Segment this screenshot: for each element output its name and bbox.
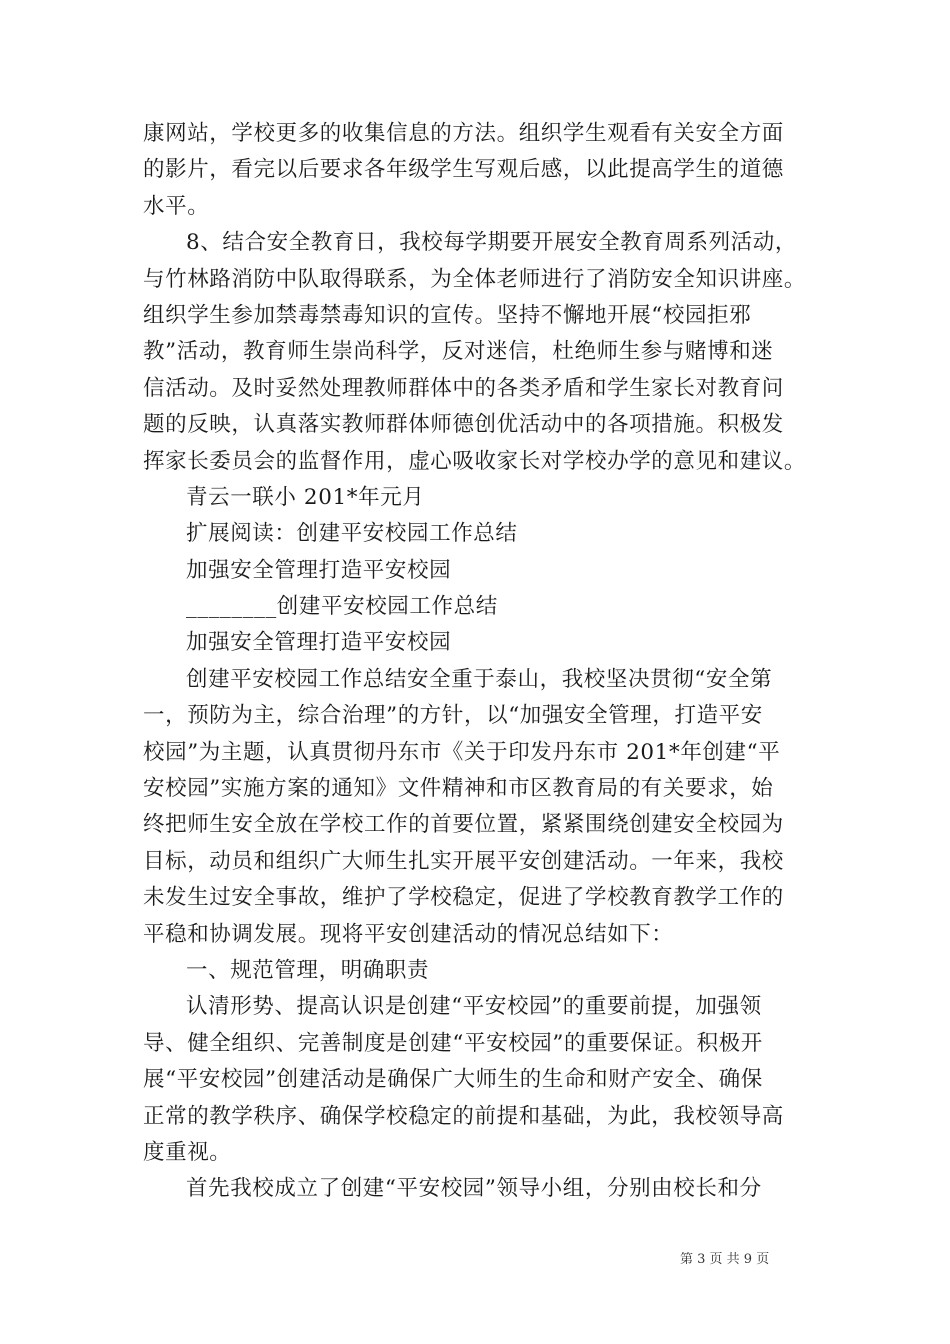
text-line: 水平。 bbox=[143, 193, 210, 219]
document-body bbox=[143, 116, 807, 1208]
text-line: 展“平安校园”创建活动是确保广大师生的生命和财产安全、确保 bbox=[143, 1067, 763, 1093]
text-line: 导、健全组织、完善制度是创建“平安校园”的重要保证。积极开 bbox=[143, 1030, 763, 1056]
text-line: 首先我校成立了创建“平安校园”领导小组，分别由校长和分 bbox=[186, 1176, 762, 1202]
extended-reading-heading: 扩展阅读：创建平安校园工作总结 bbox=[186, 521, 518, 547]
text-line: 8、结合安全教育日，我校每学期要开展安全教育周系列活动， bbox=[186, 230, 797, 256]
text-line: 康网站，学校更多的收集信息的方法。组织学生观看有关安全方面 bbox=[143, 121, 784, 146]
title-line: ________创建平安校园工作总结 bbox=[186, 594, 498, 620]
page-indicator: 第 3 页 共 9 页 bbox=[680, 1252, 770, 1267]
section-heading: 一、规范管理，明确职责 bbox=[186, 957, 430, 983]
text-line: 信活动。及时妥然处理教师群体中的各类矛盾和学生家长对教育问 bbox=[143, 375, 784, 401]
text-line: 教”活动，教育师生崇尚科学，反对迷信，杜绝师生参与赌博和迷 bbox=[143, 339, 774, 365]
text-line: 组织学生参加禁毒禁毒知识的宣传。坚持不懈地开展“校园拒邪 bbox=[143, 302, 752, 328]
text-line: 认清形势、提高认识是创建“平安校园”的重要前提，加强领 bbox=[186, 994, 762, 1020]
text-line: 与竹林路消防中队取得联系，为全体老师进行了消防安全知识讲座。 bbox=[143, 266, 807, 292]
text-line: 一，预防为主，综合治理”的方针，以“加强安全管理，打造平安 bbox=[143, 703, 763, 729]
text-line: 创建平安校园工作总结安全重于泰山，我校坚决贯彻“安全第 bbox=[186, 666, 773, 692]
text-line: 题的反映，认真落实教师群体师德创优活动中的各项措施。积极发 bbox=[143, 412, 784, 438]
text-line: 的影片，看完以后要求各年级学生写观后感，以此提高学生的道德 bbox=[143, 157, 784, 183]
signature-line: 青云一联小 201*年元月 bbox=[186, 484, 425, 510]
text-line: 目标，动员和组织广大师生扎实开展平安创建活动。一年来，我校 bbox=[143, 848, 784, 874]
text-line: 未发生过安全事故，维护了学校稳定，促进了学校教育教学工作的 bbox=[143, 885, 784, 911]
text-line: 安校园”实施方案的通知》文件精神和市区教育局的有关要求，始 bbox=[143, 776, 774, 802]
text-line: 终把师生安全放在学校工作的首要位置，紧紧围绕创建安全校园为 bbox=[143, 812, 784, 838]
text-line: 挥家长委员会的监督作用，虚心吸收家长对学校办学的意见和建议。 bbox=[143, 448, 807, 474]
subtitle: 加强安全管理打造平安校园 bbox=[186, 630, 452, 656]
text-line: 校园”为主题，认真贯彻丹东市《关于印发丹东市 201*年创建“平 bbox=[143, 739, 781, 765]
subtitle: 加强安全管理打造平安校园 bbox=[186, 557, 452, 583]
text-line: 平稳和协调发展。现将平安创建活动的情况总结如下： bbox=[143, 921, 674, 947]
text-line: 度重视。 bbox=[143, 1139, 232, 1165]
text-line: 正常的教学秩序、确保学校稳定的前提和基础，为此，我校领导高 bbox=[143, 1103, 784, 1129]
